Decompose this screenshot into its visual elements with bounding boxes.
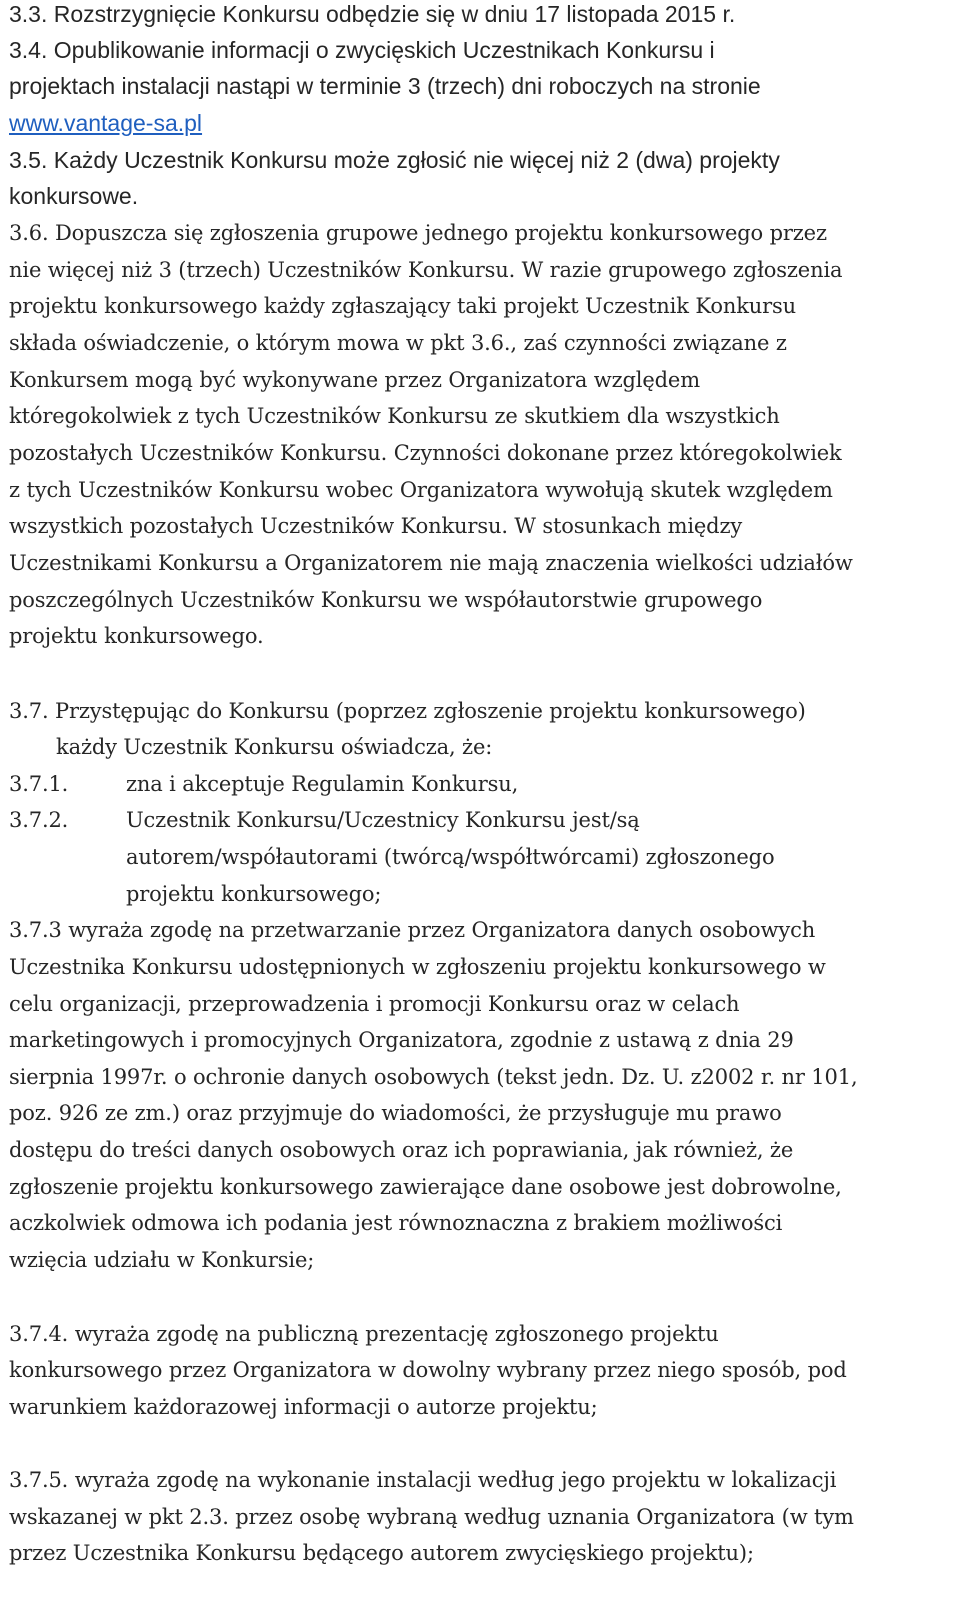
item-3-7-5-line-3: przez Uczestnika Konkursu będącego autorem zwycięskiego projektu); (9, 1541, 754, 1565)
paragraph-3-6-line-3: projektu konkursowego każdy zgłaszający taki projekt Uczestnik Konkursu (9, 294, 797, 318)
item-text: zna i akceptuje Regulamin Konkursu, (126, 772, 519, 796)
item-3-7-4-line-2: konkursowego przez Organizatora w dowolny wybrany przez niego sposób, pod (9, 1358, 847, 1382)
paragraph-3-7-line-1: 3.7. Przystępując do Konkursu (poprzez zgłoszenie projektu konkursowego) (9, 699, 806, 723)
paragraph-3-6-line-12: projektu konkursowego. (9, 624, 264, 648)
website-link[interactable]: www.vantage-sa.pl (9, 110, 203, 136)
item-3-7-4-line-1: 3.7.4. wyraża zgodę na publiczną prezentację zgłoszonego projektu (9, 1322, 719, 1346)
paragraph-3-6-line-2: nie więcej niż 3 (trzech) Uczestników Konkursu. W razie grupowego zgłoszenia (9, 258, 843, 282)
paragraph-3-6-line-1: 3.6. Dopuszcza się zgłoszenia grupowe jednego projektu konkursowego przez (9, 221, 827, 245)
paragraph-3-7-line-2: każdy Uczestnik Konkursu oświadcza, że: (56, 735, 493, 759)
item-text: Uczestnik Konkursu/Uczestnicy Konkursu jest/są (126, 808, 640, 832)
item-3-7-3-line-3: celu organizacji, przeprowadzenia i promocji Konkursu oraz w celach (9, 992, 740, 1016)
paragraph-3-6-line-5: Konkursem mogą być wykonywane przez Organizatora względem (9, 368, 700, 392)
item-3-7-3-line-6: poz. 926 ze zm.) oraz przyjmuje do wiadomości, że przysługuje mu prawo (9, 1101, 782, 1125)
item-3-7-3-line-2: Uczestnika Konkursu udostępnionych w zgłoszeniu projektu konkursowego w (9, 955, 826, 979)
item-3-7-4-line-3: warunkiem każdorazowej informacji o autorze projektu; (9, 1395, 598, 1419)
item-3-7-5-line-2: wskazanej w pkt 2.3. przez osobę wybraną według uznania Organizatora (w tym (9, 1505, 854, 1529)
item-number: 3.7.1. (9, 772, 69, 796)
paragraph-3-6-line-4: składa oświadczenie, o którym mowa w pkt 3.6., zaś czynności związane z (9, 331, 787, 355)
paragraph-3-4-line-1: 3.4. Opublikowanie informacji o zwycięskich Uczestnikach Konkursu i (9, 37, 715, 63)
item-3-7-3-line-1: 3.7.3 wyraża zgodę na przetwarzanie przez Organizatora danych osobowych (9, 918, 816, 942)
paragraph-3-6-line-11: poszczególnych Uczestników Konkursu we współautorstwie grupowego (9, 588, 763, 612)
item-3-7-3-line-5: sierpnia 1997r. o ochronie danych osobowych (tekst jedn. Dz. U. z2002 r. nr 101, (9, 1065, 858, 1089)
paragraph-3-6-line-7: pozostałych Uczestników Konkursu. Czynności dokonane przez któregokolwiek (9, 441, 842, 465)
paragraph-3-6-line-6: któregokolwiek z tych Uczestników Konkursu ze skutkiem dla wszystkich (9, 404, 780, 428)
item-3-7-2-line-3: projektu konkursowego; (126, 882, 382, 906)
item-3-7-2-line-2: autorem/współautorami (twórcą/współtwórcami) zgłoszonego (126, 845, 775, 869)
item-3-7-3-line-9: aczkolwiek odmowa ich podania jest równoznaczna z brakiem możliwości (9, 1211, 783, 1235)
paragraph-3-6-line-8: z tych Uczestników Konkursu wobec Organizatora wywołują skutek względem (9, 478, 833, 502)
item-3-7-3-line-4: marketingowych i promocyjnych Organizatora, zgodnie z ustawą z dnia 29 (9, 1028, 794, 1052)
item-number: 3.7.2. (9, 808, 69, 832)
item-3-7-3-line-8: zgłoszenie projektu konkursowego zawierające dane osobowe jest dobrowolne, (9, 1175, 842, 1199)
paragraph-3-5-line-1: 3.5. Każdy Uczestnik Konkursu może zgłosić nie więcej niż 2 (dwa) projekty (9, 147, 780, 173)
paragraph-3-6-line-10: Uczestnikami Konkursu a Organizatorem nie mają znaczenia wielkości udziałów (9, 551, 853, 575)
item-3-7-5-line-1: 3.7.5. wyraża zgodę na wykonanie instalacji według jego projektu w lokalizacji (9, 1468, 837, 1492)
item-3-7-3-line-10: wzięcia udziału w Konkursie; (9, 1248, 315, 1272)
item-3-7-1 (9, 770, 518, 798)
item-3-7-3-line-7: dostępu do treści danych osobowych oraz ich poprawiania, jak również, że (9, 1138, 794, 1162)
item-3-7-2-line-1 (9, 806, 640, 834)
paragraph-3-5-line-2: konkursowe. (9, 183, 139, 209)
paragraph-3-6-line-9: wszystkich pozostałych Uczestników Konkursu. W stosunkach między (9, 514, 743, 538)
paragraph-3-4-line-2: projektach instalacji nastąpi w terminie 3 (trzech) dni roboczych na stronie (9, 73, 761, 99)
paragraph-3-3: 3.3. Rozstrzygnięcie Konkursu odbędzie się w dniu 17 listopada 2015 r. (9, 1, 736, 27)
